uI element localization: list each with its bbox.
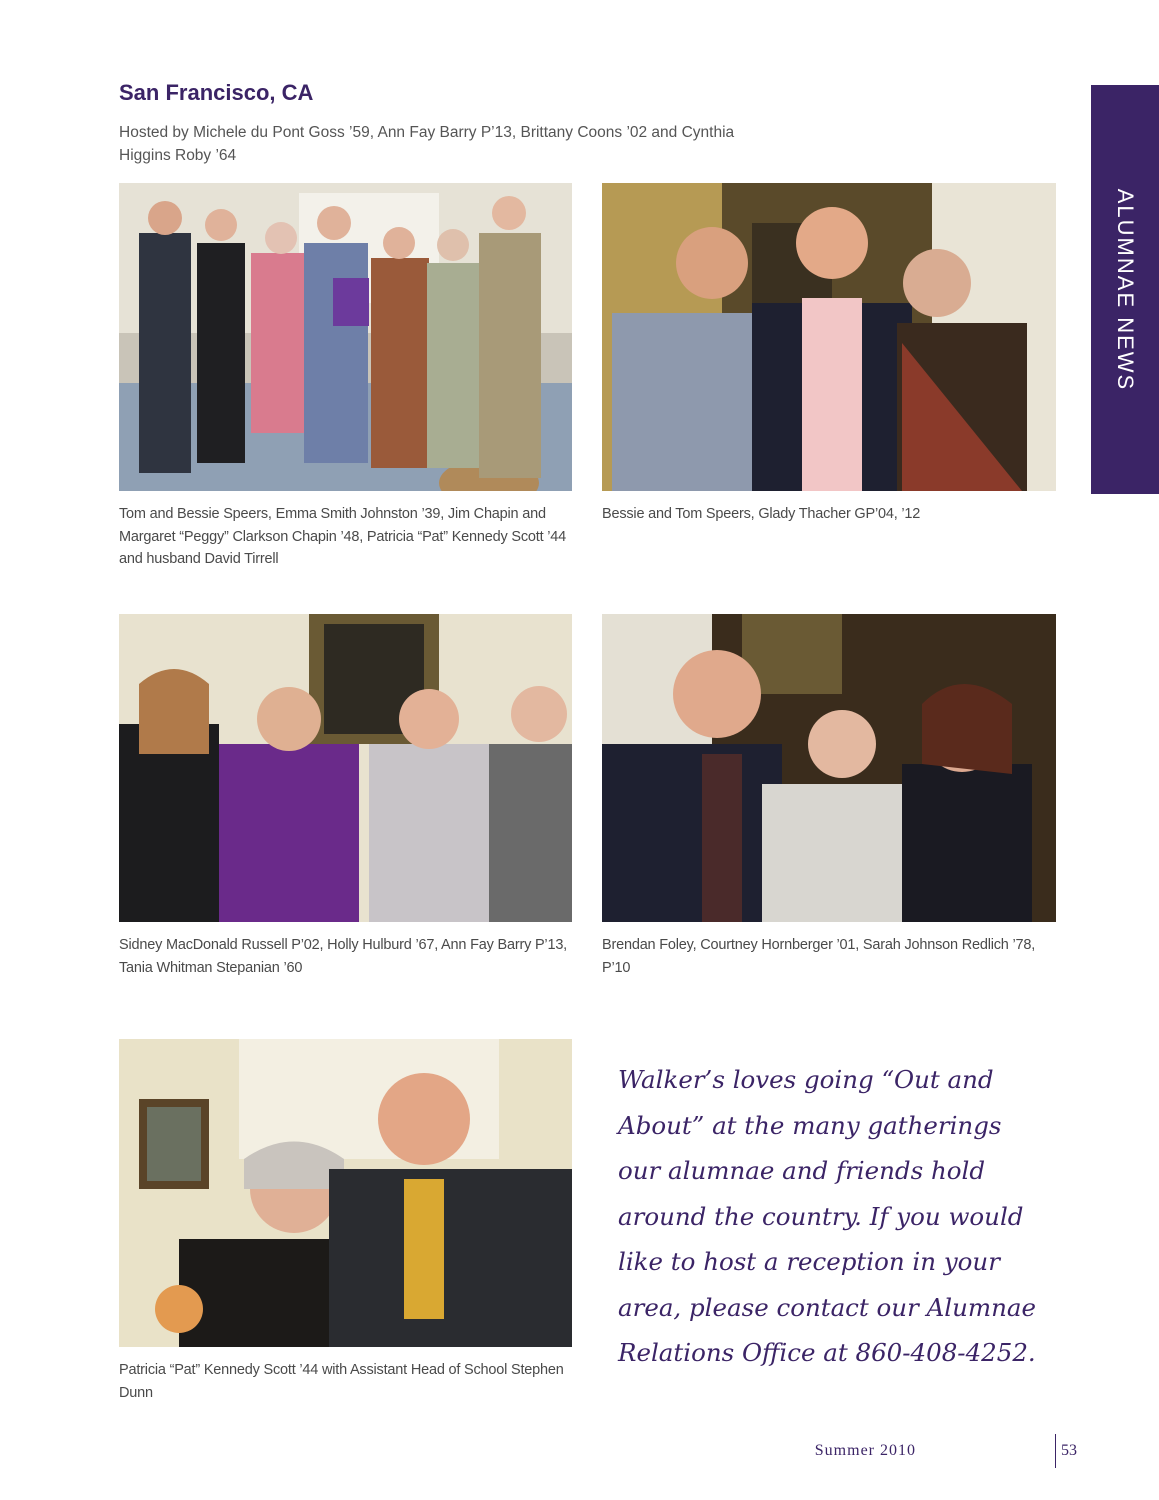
photo-caption: Tom and Bessie Speers, Emma Smith Johnston ’39, Jim Chapin and Margaret “Peggy” Clarkson Chapin ’48, Patricia “Pat” Kennedy Scott ’44 and husband David Tirrell (119, 506, 566, 567)
photo-four-women (119, 614, 572, 922)
photo-caption: Bessie and Tom Speers, Glady Thacher GP’04, ’12 (602, 506, 921, 522)
photo-foley-group (602, 614, 1056, 922)
side-tab-label: ALUMNAE NEWS (1113, 188, 1138, 391)
side-tab (1091, 85, 1159, 494)
hosted-by-text: Hosted by Michele du Pont Goss ’59, Ann Fay Barry P’13, Brittany Coons ’02 and Cynthia Higgins Roby ’64 (119, 124, 735, 164)
photo-scott-dunn (119, 1039, 572, 1347)
pull-quote: Walker’s loves going “Out and About” at the many gatherings our alumnae and friends hold around the country. If you would like to host a reception in your area, please contact our Alumnae Relations Office at 860-408-4252. (618, 1065, 1036, 1367)
photo-caption: Sidney MacDonald Russell P’02, Holly Hulburd ’67, Ann Fay Barry P’13, Tania Whitman Stepanian ’60 (119, 937, 568, 976)
photo-group-seven (119, 183, 572, 491)
photo-caption: Brendan Foley, Courtney Hornberger ’01, Sarah Johnson Redlich ’78, P’10 (602, 937, 1036, 976)
photo-caption: Patricia “Pat” Kennedy Scott ’44 with Assistant Head of School Stephen Dunn (119, 1362, 564, 1401)
page-number: 53 (1061, 1442, 1077, 1459)
photo-three-people (602, 183, 1056, 491)
issue-label: Summer 2010 (814, 1442, 916, 1459)
section-title: San Francisco, CA (119, 80, 314, 105)
footer-divider (1055, 1434, 1056, 1468)
